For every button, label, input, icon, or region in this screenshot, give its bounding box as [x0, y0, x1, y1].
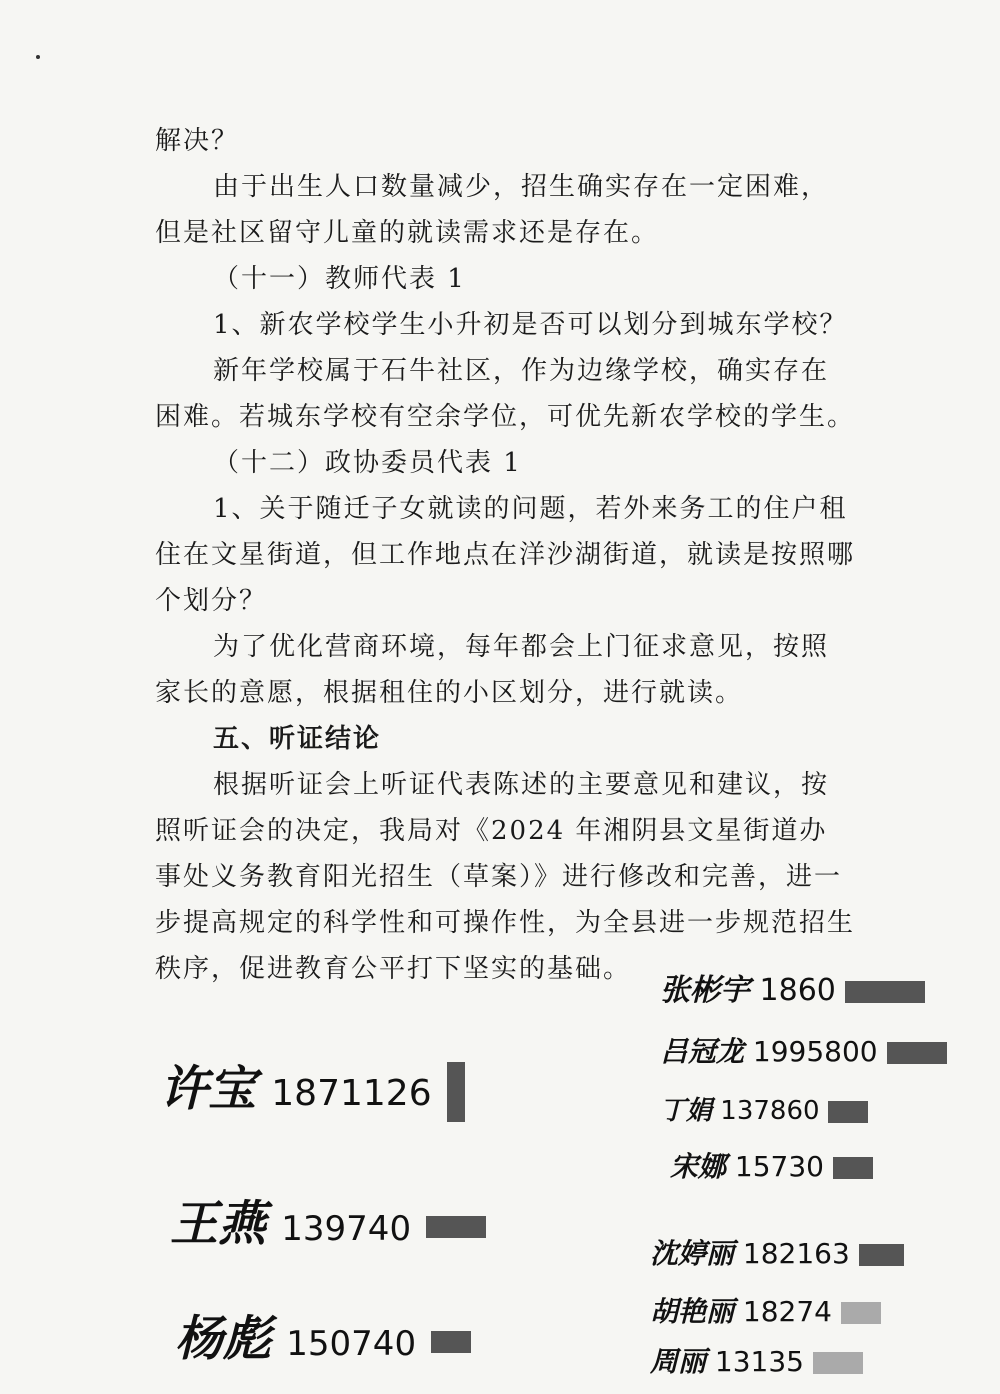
redaction-block — [447, 1062, 465, 1122]
document-body — [155, 118, 855, 992]
redaction-block — [431, 1331, 471, 1353]
signature-7: 周丽 13135 — [650, 1340, 863, 1380]
redaction-block — [833, 1157, 873, 1179]
redaction-block — [859, 1244, 904, 1266]
signature-3: 丁娟 137860 — [660, 1090, 868, 1127]
redaction-block — [845, 981, 925, 1003]
signature-8: 许宝 1871126 — [160, 1050, 465, 1122]
redaction-block — [426, 1216, 486, 1238]
signature-10: 杨彪 150740 — [175, 1300, 471, 1369]
question-teacher-rep: 1、新农学校学生小升初是否可以划分到城东学校？ — [213, 310, 848, 340]
redaction-block — [813, 1352, 863, 1374]
speck-mark — [36, 55, 40, 59]
redaction-block — [841, 1302, 881, 1324]
line-continuation: 解决？ — [155, 126, 240, 156]
answer-cppcc-rep: 为了优化营商环境，每年都会上门征求意见，按照家长的意愿，根据租住的小区划分，进行就读。 — [155, 632, 830, 708]
signature-2: 吕冠龙 1995800 — [660, 1030, 947, 1070]
question-cppcc-rep: 1、关于随迁子女就读的问题，若外来务工的住户租住在文星街道，但工作地点在洋沙湖街道，就读是按照哪个划分？ — [155, 494, 856, 616]
answer-teacher-rep: 新年学校属于石牛社区，作为边缘学校，确实存在困难。若城东学校有空余学位，可优先新农学校的学生。 — [155, 356, 856, 432]
heading-cppcc-rep: （十二）政协委员代表 1 — [213, 448, 522, 478]
heading-teacher-rep: （十一）教师代表 1 — [213, 264, 466, 294]
heading-conclusion: 五、听证结论 — [213, 724, 382, 754]
signature-9: 王燕 139740 — [170, 1185, 486, 1254]
signature-4: 宋娜 15730 — [670, 1145, 873, 1185]
redaction-block — [887, 1042, 947, 1064]
conclusion-paragraph: 根据听证会上听证代表陈述的主要意见和建议，按照听证会的决定，我局对《2024 年湘阴县文星街道办事处义务教育阳光招生（草案）》进行修改和完善，进一步提高规定的科学性和可操作性，为全县进一步规范招生秩序，促进教育公平打下坚实的基础。 — [155, 770, 856, 984]
signature-6: 胡艳丽 18274 — [650, 1290, 881, 1330]
signature-1: 张彬宇 1860 — [660, 965, 925, 1009]
signature-5: 沈婷丽 182163 — [650, 1232, 904, 1272]
redaction-block — [828, 1101, 868, 1123]
paragraph-answer-10: 由于出生人口数量减少，招生确实存在一定困难，但是社区留守儿童的就读需求还是存在。 — [155, 172, 830, 248]
